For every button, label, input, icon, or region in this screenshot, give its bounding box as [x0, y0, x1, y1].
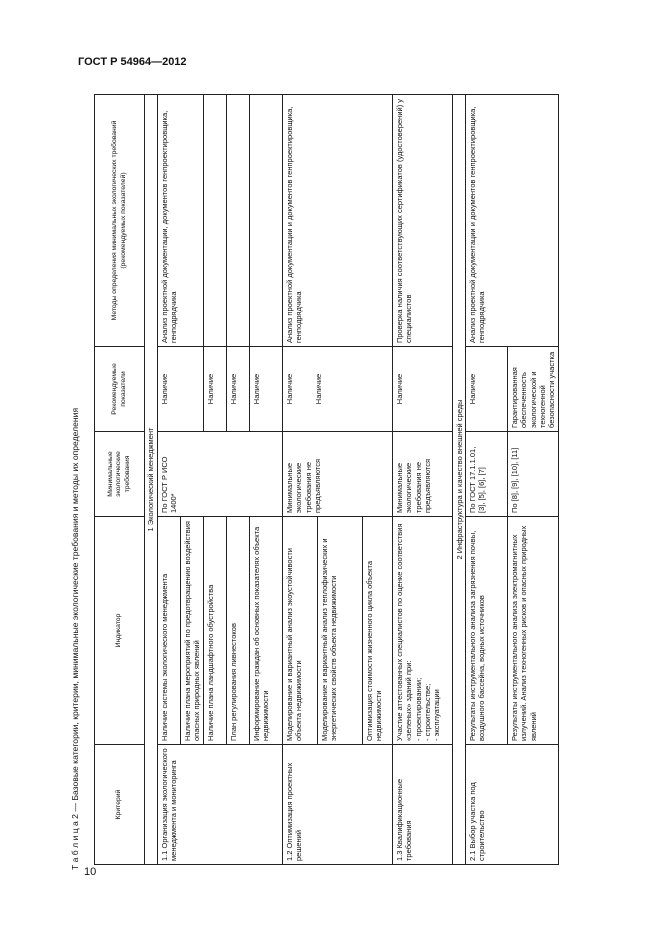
recommendation-cell: Наличие — [227, 347, 250, 432]
indicator-text: Участие аттестованных специалистов по оценке соответствия «зеленых» зданий при: — [395, 523, 414, 741]
indicator-cell: Информирование граждан об основных показателях объекта недвижимости — [250, 517, 283, 745]
recommendation-cell: Наличие — [158, 347, 204, 432]
method-cell-empty — [227, 95, 250, 347]
recommendation-text: Наличие — [285, 373, 295, 405]
recommendation-cell — [283, 347, 393, 432]
criterion-cell: 1.2 Оптимизация проектных решений — [283, 745, 393, 865]
method-cell: Проверка наличия соответствующих сертификатов (удостоверений) у специалистов — [393, 95, 453, 347]
table-caption: Т а б л и ц а 2 — Базовые категории, критерии, минимальные экологические требования и методы их определения — [70, 407, 80, 870]
criterion-cell: 2.1 Выбор участка под строительство — [466, 745, 559, 865]
col-header-criterion: Критерий — [95, 745, 145, 865]
table-header-row — [95, 95, 145, 865]
method-cell: Анализ проектной документации, документов генпроектировщика, генподрядчика — [158, 95, 204, 347]
indicator-cell: Результаты инструментального анализа электромагнитных излучений. Анализ техногенных рисков и опасных природных явлений — [508, 517, 559, 745]
method-cell: Анализ проектной документации и документов генпроектировщика, генподрядчика — [283, 95, 393, 347]
recommendation-cell: Наличие — [250, 347, 283, 432]
col-header-recommended: Рекомендуемые показатели — [95, 347, 145, 432]
requirements-table — [94, 94, 559, 865]
indicator-cell: Наличие плана ландшафтного обустройства — [204, 517, 227, 745]
method-cell-empty — [204, 95, 227, 347]
requirement-cell: Минимальные экологические требования не предъявляются — [393, 432, 453, 517]
method-cell: Анализ проектной документации и документов генпроектировщика, генподрядчика — [466, 95, 559, 347]
recommendation-cell: Наличие — [466, 347, 508, 432]
indicator-cell: Моделирование и вариантный анализ экоустойчивости объекта недвижимости — [283, 517, 318, 745]
criterion-cell: 1.1 Организация экологического менеджмента и мониторинга — [158, 745, 283, 865]
requirement-cell: По [8], [9], [10], [11] — [508, 432, 559, 517]
indicator-cell: Моделирование и вариантный анализ теплофизических и энергетических свойств объекта недвижимости — [318, 517, 363, 745]
indicator-cell — [393, 517, 453, 745]
indicator-list-item: - проектировании; — [413, 677, 423, 741]
requirement-cell: Минимальные экологические требования не предъявляются — [283, 432, 393, 517]
table-row — [283, 95, 318, 865]
criterion-cell: 1.3 Квалификационные требования — [393, 745, 453, 865]
section-row — [145, 95, 158, 865]
section-title: 1 Экологический менеджмент — [145, 95, 158, 865]
indicator-cell: Наличие плана мероприятий по предотвращению воздействия опасных природных явлений — [181, 517, 204, 745]
recommendation-cell: Гарантированная обеспеченность экологической и техногенной безопасности участка — [508, 347, 559, 432]
col-header-min-requirements: Минимальные экологические требования — [95, 432, 145, 517]
recommendation-cell: Наличие — [204, 347, 227, 432]
recommendation-cell: Наличие — [393, 347, 453, 432]
document-header: ГОСТ Р 54964—2012 — [78, 56, 187, 68]
page-number: 10 — [84, 866, 97, 878]
indicator-cell: Результаты инструментального анализа загрязнения почвы, воздушного бассейна, водных источников — [466, 517, 508, 745]
section-title: 2 Инфраструктура и качество внешней среды — [453, 95, 466, 865]
indicator-cell: Наличие системы экологического менеджмента — [158, 517, 181, 745]
indicator-list-item: - эксплуатации — [431, 689, 441, 741]
col-header-indicator: Индикатор — [95, 517, 145, 745]
requirement-cell: По ГОСТ 17.1.1.01, [3], [5], [6], [7] — [466, 432, 508, 517]
method-cell-empty — [250, 95, 283, 347]
section-row — [453, 95, 466, 865]
table-row — [158, 95, 181, 865]
table-row — [466, 95, 508, 865]
rotated-table-container — [94, 95, 556, 865]
recommendation-text: Наличие — [314, 373, 324, 405]
col-header-methods: Методы определения минимальных экологических требований (рекомендуемых показателей) — [95, 95, 145, 347]
indicator-cell: Оптимизация стоимости жизненного цикла объекта недвижимости — [363, 517, 393, 745]
table-row — [393, 95, 453, 865]
requirement-cell: По ГОСТ Р ИСО 1400* — [158, 432, 283, 517]
indicator-cell: План регулирования ливнестоков — [227, 517, 250, 745]
indicator-list-item: - строительстве; — [422, 683, 432, 741]
